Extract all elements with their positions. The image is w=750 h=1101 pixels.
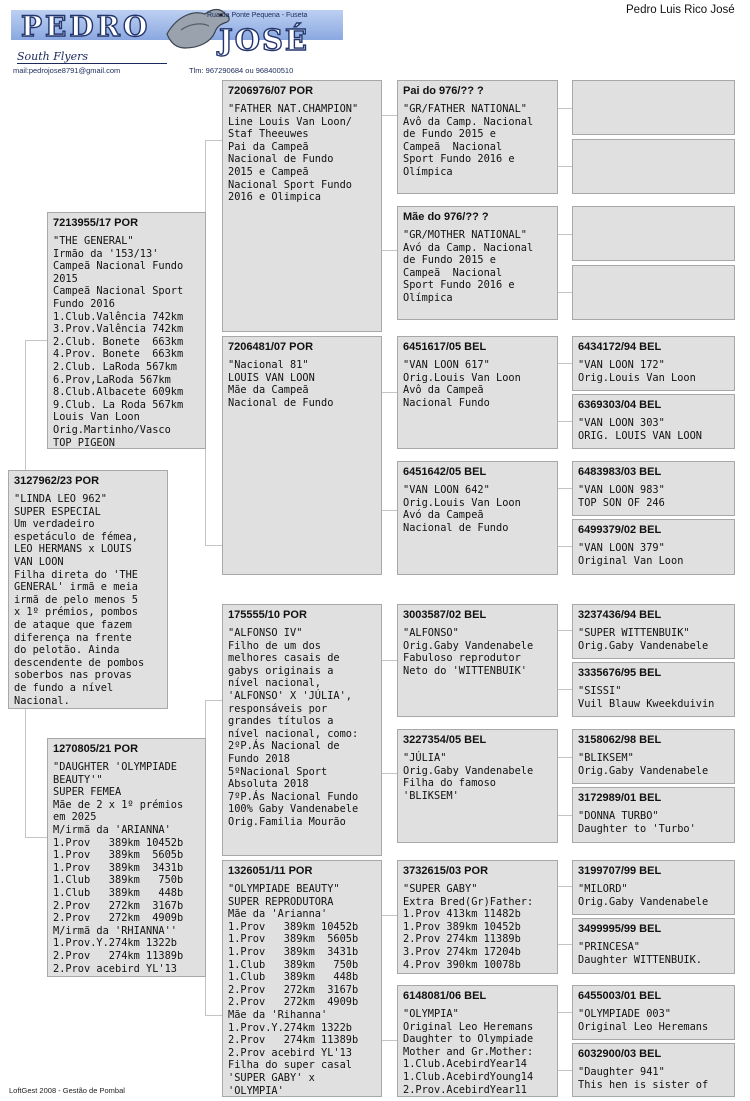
ring-number: 1326051/11 POR [228, 865, 313, 877]
ring-number: 3003587/02 BEL [403, 609, 487, 621]
connector-line [558, 363, 572, 364]
ring-number: 3335676/95 BEL [578, 667, 662, 679]
connector-line [382, 392, 397, 393]
ring-number: 3237436/94 BEL [578, 609, 662, 621]
connector-line [382, 250, 397, 251]
ring-number: 6451642/05 BEL [403, 466, 487, 478]
connector-line [382, 773, 397, 774]
owner-name: Pedro Luis Rico José [626, 4, 735, 16]
connector-line [558, 166, 572, 167]
connector-line [205, 449, 206, 545]
connector-line [558, 689, 572, 690]
pigeon-description: "VAN LOON 379" Original Van Loon [578, 542, 684, 567]
pigeon-card-great-grandparent-3[interactable] [397, 336, 558, 449]
pigeon-description [573, 144, 734, 150]
ring-number: 6148081/06 BEL [403, 990, 487, 1002]
connector-line [382, 660, 397, 661]
ring-number: 6369303/04 BEL [578, 399, 662, 411]
ring-number: Pai do 976/?? ? [403, 85, 484, 97]
connector-line [558, 292, 572, 293]
pigeon-card-gg-grandparent-2[interactable] [572, 139, 735, 194]
ring-number: 3127962/23 POR [14, 475, 100, 487]
pigeon-card-great-grandparent-7[interactable] [397, 860, 558, 974]
connector-line [558, 488, 572, 489]
connector-line [558, 546, 572, 547]
pigeon-card-gg-grandparent-8[interactable] [572, 519, 735, 575]
pigeon-description: "DONNA TURBO" Daughter to 'Turbo' [578, 810, 696, 835]
connector-line [205, 140, 206, 212]
pigeon-description: "VAN LOON 983" TOP SON OF 246 [578, 484, 665, 509]
pigeon-card-great-grandparent-2[interactable] [397, 206, 558, 320]
connector-line [382, 1040, 397, 1041]
connector-line [382, 510, 397, 511]
connector-line [558, 630, 572, 631]
pigeon-description: "BLIKSEM" Orig.Gaby Vandenabele [578, 752, 709, 777]
pigeon-description: "GR/MOTHER NATIONAL" Avó da Camp. Nacional de Fundo 2015 e Campeã Nacional Sport Fundo 2016 e Olímpica [403, 229, 534, 304]
connector-line [25, 709, 26, 837]
pigeon-card-maternal-grandmother[interactable] [222, 860, 382, 1097]
pigeon-description: "Nacional 81" LOUIS VAN LOON Mãe da Campeã Nacional de Fundo [228, 359, 334, 409]
pigeon-card-great-grandparent-4[interactable] [397, 461, 558, 575]
connector-line [558, 108, 572, 109]
pigeon-card-gg-grandparent-7[interactable] [572, 461, 735, 516]
pigeon-description: "VAN LOON 617" Orig.Louis Van Loon Avô da Campeã Nacional Fundo [403, 359, 521, 409]
ring-number: 6455003/01 BEL [578, 990, 662, 1002]
connector-line [205, 977, 206, 1015]
ring-number: 3227354/05 BEL [403, 734, 487, 746]
ring-number: 6451617/05 BEL [403, 341, 487, 353]
pigeon-card-gg-grandparent-13[interactable] [572, 860, 735, 915]
pigeon-description: "GR/FATHER NATIONAL" Avô da Camp. Nacional de Fundo 2015 e Campeã Nacional Sport Fundo 2016 e Olímpica [403, 103, 534, 178]
pigeon-card-gg-grandparent-3[interactable] [572, 206, 735, 261]
pigeon-description: "SISSI" Vuil Blauw Kweekduivin [578, 685, 715, 710]
connector-line [558, 944, 572, 945]
logo-address: Rua da Ponte Pequena - Fuseta [207, 12, 308, 19]
connector-line [558, 234, 572, 235]
logo-email: mail:pedrojose8791@gmail.com [13, 66, 121, 75]
pigeon-card-gg-grandparent-14[interactable] [572, 918, 735, 974]
ring-number: 3499995/99 BEL [578, 923, 662, 935]
pigeon-card-gg-grandparent-12[interactable] [572, 787, 735, 843]
pigeon-description: "VAN LOON 642" Orig.Louis Van Loon Avó da Campeã Nacional de Fundo [403, 484, 521, 534]
pigeon-card-great-grandparent-6[interactable] [397, 729, 558, 843]
pigeon-description: "OLYMPIA" Original Leo Heremans Daughter to Olympiade Mother and Gr.Mother: 1.Club.AcebirdYear14 1.Club.AcebirdYoung14 2.Prov.AcebirdYear11 [403, 1008, 534, 1096]
pigeon-description [573, 211, 734, 217]
logo-word-pedro: PEDRO [21, 10, 151, 43]
ring-number: 3732615/03 POR [403, 865, 489, 877]
connector-line [205, 140, 222, 141]
footer-credit: LoftGest 2008 - Gestão de Pombal [9, 1086, 125, 1095]
ring-number: 3199707/99 BEL [578, 865, 662, 877]
pigeon-description [573, 85, 734, 91]
logo-phone: Tlm: 967290684 ou 968400510 [189, 66, 294, 75]
pigeon-description: "ALFONSO" Orig.Gaby Vandenabele Fabuloso reprodutor Neto do 'WITTENBUIK' [403, 627, 534, 677]
ring-number: 7206976/07 POR [228, 85, 314, 97]
pigeon-card-gg-grandparent-16[interactable] [572, 1043, 735, 1097]
pigeon-card-great-grandparent-8[interactable] [397, 985, 558, 1097]
ring-number: 3158062/98 BEL [578, 734, 662, 746]
ring-number: 3172989/01 BEL [578, 792, 662, 804]
ring-number: 6434172/94 BEL [578, 341, 662, 353]
connector-line [25, 837, 47, 838]
loft-logo [9, 4, 343, 75]
logo-word-jose: JOSÉ [219, 23, 310, 57]
ring-number: 7206481/07 POR [228, 341, 314, 353]
pigeon-card-subject[interactable] [8, 470, 168, 709]
pigeon-card-gg-grandparent-1[interactable] [572, 80, 735, 135]
pigeon-description: "Daughter 941" This hen is sister of [578, 1066, 709, 1091]
connector-line [205, 700, 222, 701]
connector-line [558, 815, 572, 816]
connector-line [25, 340, 26, 470]
connector-line [25, 340, 47, 341]
pigeon-card-great-grandparent-5[interactable] [397, 604, 558, 717]
pigeon-description: "OLYMPIADE 003" Original Leo Heremans [578, 1008, 709, 1033]
pigeon-description: "VAN LOON 172" Orig.Louis Van Loon [578, 359, 696, 384]
pigeon-card-gg-grandparent-9[interactable] [572, 604, 735, 659]
pigeon-card-paternal-grandfather[interactable] [222, 80, 382, 332]
pigeon-description: "OLYMPIADE BEAUTY" SUPER REPRODUTORA Mãe da 'Arianna' 1.Prov 389km 10452b 1.Prov 389km 5605b 1.Prov 389km 3431b 1.Club 389km 750b 1.Club 389km 448b 2.Prov 272km 3167b 2.Prov 272km 4909b Mãe da 'Rihanna' 1.Prov.Y.274km 1322b 2.Prov 274km 11389b 2.Prov acebird YL'13 Filha do super casal 'SUPER GABY' x 'OLYMPIA' [228, 883, 359, 1097]
connector-line [382, 115, 397, 116]
pigeon-card-gg-grandparent-10[interactable] [572, 662, 735, 717]
pigeon-description: "LINDA LEO 962" SUPER ESPECIAL Um verdadeiro espetáculo de fémea, LEO HERMANS x LOUIS VAN LOON Filha direta do 'THE GENERAL' irmã e meia irmã de pelo menos 5 x 1º prémios, pombos de ataque que fazem diferença na frente do pelotão. Ainda descendente de pombos soberbos nas provas de fundo a nível Nacional. [14, 493, 145, 707]
ring-number: 6032900/03 BEL [578, 1048, 662, 1060]
pigeon-description: "FATHER NAT.CHAMPION" Line Louis Van Loon/ Staf Theeuwes Pai da Campeã Nacional de Fundo 2015 e Campeã Nacional Sport Fundo 2016 e Olimpica [228, 103, 359, 204]
pigeon-description: "PRINCESA" Daughter WITTENBUIK. [578, 941, 702, 966]
logo-tagline: South Flyers [17, 50, 89, 63]
ring-number: 6499379/02 BEL [578, 524, 662, 536]
connector-line [558, 1070, 572, 1071]
ring-number: 175555/10 POR [228, 609, 307, 621]
ring-number: 6483983/03 BEL [578, 466, 662, 478]
pigeon-card-maternal-grandfather[interactable] [222, 604, 382, 856]
pigeon-description: "MILORD" Orig.Gaby Vandenabele [578, 883, 709, 908]
pigeon-description: "SUPER GABY" Extra Bred(Gr)Father: 1.Prov 413km 11482b 1.Prov 389km 10452b 2.Prov 274km 11389b 3.Prov 274km 17204b 4.Prov 390km 10078b [403, 883, 534, 971]
ring-number: 7213955/17 POR [53, 217, 139, 229]
pigeon-card-mother[interactable] [47, 738, 206, 977]
pigeon-card-gg-grandparent-5[interactable] [572, 336, 735, 391]
ring-number: Mãe do 976/?? ? [403, 211, 489, 223]
pigeon-description: "JÚLIA" Orig.Gaby Vandenabele Filha do famoso 'BLIKSEM' [403, 752, 534, 802]
connector-line [558, 1012, 572, 1013]
connector-line [205, 700, 206, 738]
pigeon-card-gg-grandparent-6[interactable] [572, 394, 735, 449]
connector-line [558, 421, 572, 422]
pigeon-card-great-grandparent-1[interactable] [397, 80, 558, 194]
pigeon-description [573, 270, 734, 276]
connector-line [205, 545, 222, 546]
connector-line [382, 915, 397, 916]
connector-line [558, 757, 572, 758]
ring-number: 1270805/21 POR [53, 743, 139, 755]
pigeon-card-father[interactable] [47, 212, 206, 449]
connector-line [558, 886, 572, 887]
pigeon-description: "THE GENERAL" Irmão da '153/13' Campeã Nacional Fundo 2015 Campeã Nacional Sport Fundo 2016 1.Club.Valência 742km 3.Prov.Valência 742km 2.Club. Bonete 663km 4.Prov. Bonete 663km 2.Club. LaRoda 567km 6.Prov,LaRoda 567km 8.Club.Albacete 609km 9.Club. La Roda 567km Louis Van Loon Orig.Martinho/Vasco TOP PIGEON [53, 235, 184, 449]
pigeon-card-gg-grandparent-15[interactable] [572, 985, 735, 1040]
pigeon-description: "SUPER WITTENBUIK" Orig.Gaby Vandenabele [578, 627, 709, 652]
connector-line [205, 1015, 222, 1016]
pigeon-card-paternal-grandmother[interactable] [222, 336, 382, 575]
pigeon-card-gg-grandparent-11[interactable] [572, 729, 735, 784]
pigeon-description: "VAN LOON 303" ORIG. LOUIS VAN LOON [578, 417, 702, 442]
pigeon-description: "ALFONSO IV" Filho de um dos melhores casais de gabys originais a nível nacional, 'ALFONSO' X 'JÚLIA', responsáveis por grandes títulos a nível nacional, como: 2ºP.Ás Nacional de Fundo 2018 5ºNacional Sport Absoluta 2018 7ºP.Ás Nacional Fundo 100% Gaby Vandenabele Orig.Familia Mourão [228, 627, 359, 828]
logo-divider [17, 63, 167, 64]
pigeon-description: "DAUGHTER 'OLYMPIADE BEAUTY'" SUPER FEMEA Mãe de 2 x 1º prémios em 2025 M/irmã da 'ARIANNA' 1.Prov 389km 10452b 1.Prov 389km 5605b 1.Prov 389km 3431b 1.Club 389km 750b 1.Club 389km 448b 2.Prov 272km 3167b 2.Prov 272km 4909b M/irmã da 'RHIANNA'' 1.Prov.Y.274km 1322b 2.Prov 274km 11389b 2.Prov acebird YL'13 [53, 761, 184, 975]
pigeon-card-gg-grandparent-4[interactable] [572, 265, 735, 320]
